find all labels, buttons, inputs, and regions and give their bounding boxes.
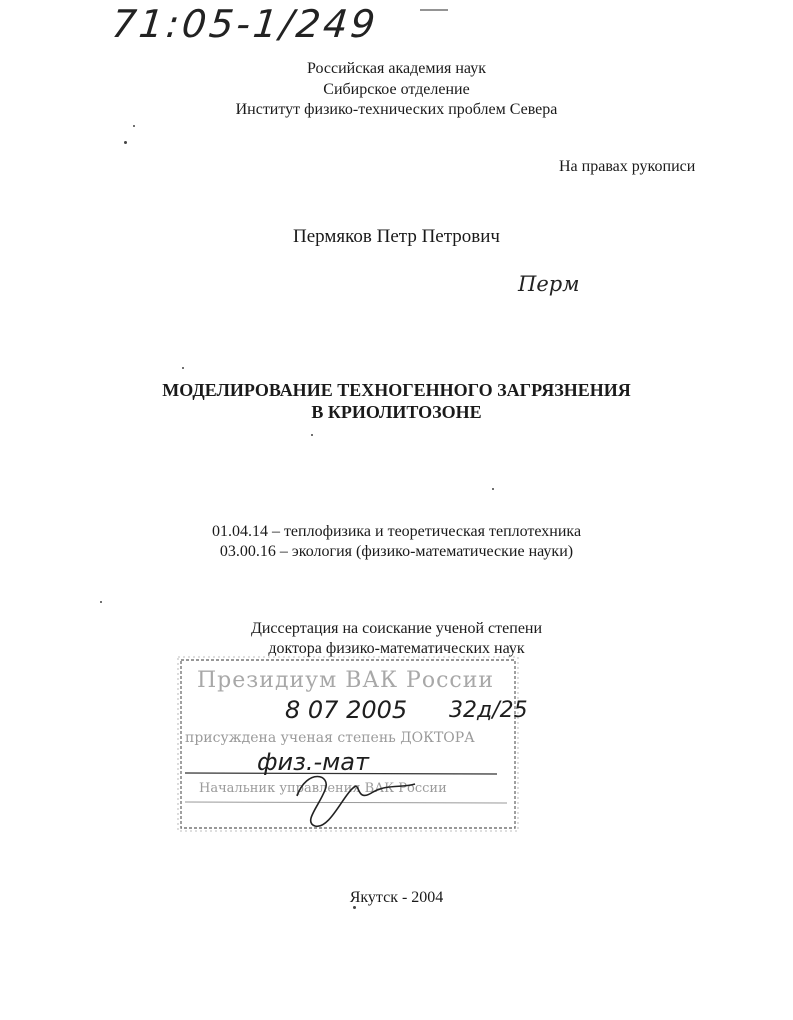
stamp-official-signature-icon — [177, 656, 519, 832]
archive-code-dash-mark — [420, 9, 450, 12]
degree-line2: доктора физико-математических наук — [268, 640, 525, 657]
institution-academy: Российская академия наук — [307, 60, 486, 77]
degree-line1: Диссертация на соискание ученой степени — [250, 620, 543, 637]
scan-speck — [124, 141, 127, 144]
institution-branch: Сибирское отделение — [323, 81, 470, 98]
institution-institute: Институт физико-технических проблем Севера — [235, 101, 558, 118]
scan-speck — [311, 434, 313, 436]
handwritten-surname-signature: Перм — [518, 272, 580, 296]
manuscript-rights: На правах рукописи — [559, 158, 696, 175]
scan-speck — [133, 125, 135, 127]
specialty-code-2: 03.00.16 – экология (физико-математические науки) — [219, 543, 574, 560]
vak-approval-stamp — [177, 656, 528, 832]
stamp-hw-number: 32д/25 — [449, 698, 528, 723]
dissertation-title-line2: В КРИОЛИТОЗОНЕ — [311, 402, 482, 422]
archive-code-handwritten: 71:05-1/249 — [109, 2, 381, 46]
stamp-printed-presidium: Президиум ВАК России — [197, 668, 495, 693]
scan-speck — [182, 367, 184, 369]
scan-speck — [353, 906, 356, 909]
stamp-hw-date: 8 07 2005 — [285, 696, 408, 724]
scan-speck — [492, 488, 494, 490]
author-name: Пермяков Петр Петрович — [293, 226, 500, 247]
specialty-code-1: 01.04.14 – теплофизика и теоретическая теплотехника — [211, 523, 582, 540]
stamp-printed-head: Начальник управления ВАК России — [199, 781, 447, 796]
scan-speck — [100, 601, 102, 603]
city-year: Якутск - 2004 — [349, 889, 444, 906]
dissertation-title-line1: МОДЕЛИРОВАНИЕ ТЕХНОГЕННОГО ЗАГРЯЗНЕНИЯ — [162, 380, 631, 400]
stamp-hw-field: физ.-мат — [257, 748, 369, 776]
stamp-printed-degree: присуждена ученая степень ДОКТОРА — [185, 730, 475, 746]
